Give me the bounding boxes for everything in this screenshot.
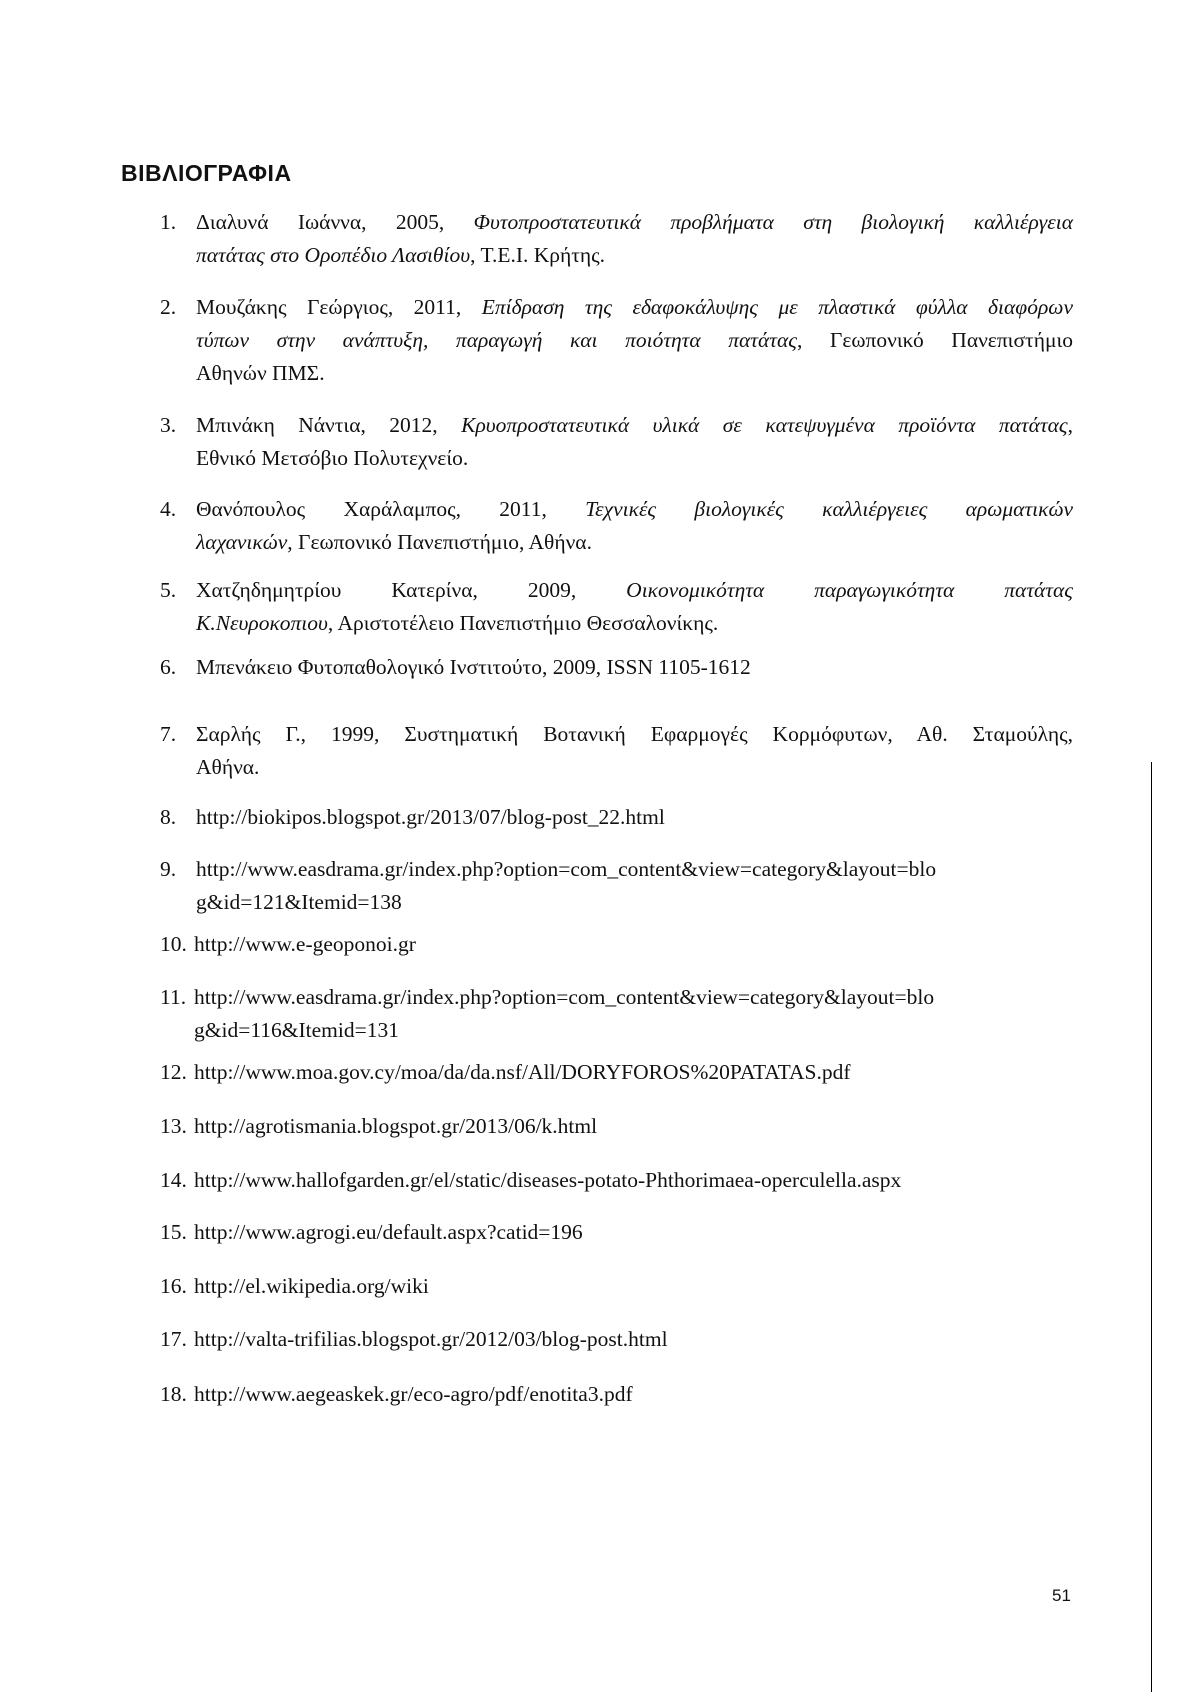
reference-line xyxy=(196,409,1073,442)
reference-item xyxy=(160,493,1073,559)
reference-number: 6. xyxy=(160,655,177,679)
reference-text xyxy=(196,718,1073,784)
reference-segment: Εθνικό Μετσόβιο Πολυτεχνείο. xyxy=(196,446,469,470)
reference-segment: , xyxy=(1067,413,1073,437)
reference-text xyxy=(196,651,1073,684)
reference-line xyxy=(194,1014,1073,1047)
reference-line xyxy=(196,718,1073,751)
reference-segment: Διαλυνά Ιωάννα, 2005, xyxy=(196,210,474,234)
reference-segment: g&id=116&Itemid=131 xyxy=(194,1018,399,1042)
reference-line xyxy=(196,801,1073,834)
reference-segment: http://www.easdrama.gr/index.php?option=com_content&view=category&layout=blo xyxy=(194,985,935,1009)
reference-item xyxy=(160,1164,1073,1197)
reference-segment: Σαρλής Γ., 1999, Συστηματική Βοτανική Εφαρμογές Κορμόφυτων, Αθ. Σταμούλης, xyxy=(196,722,1073,746)
reference-title: Κρυοπροστατευτικά υλικά σε κατεψυγμένα προϊόντα πατάτας xyxy=(461,413,1068,437)
reference-line xyxy=(196,291,1073,324)
reference-segment: Μουζάκης Γεώργιος, 2011, xyxy=(196,295,482,319)
reference-line xyxy=(196,493,1073,526)
reference-text xyxy=(194,1378,1073,1411)
reference-segment: , Τ.Ε.Ι. Κρήτης. xyxy=(470,243,606,267)
reference-title: Φυτοπροστατευτικά προβλήματα στη βιολογική καλλιέργεια xyxy=(473,210,1073,234)
reference-line xyxy=(194,928,1073,961)
reference-segment: http://www.hallofgarden.gr/el/static/diseases-potato-Phthorimaea-operculella.aspx xyxy=(194,1168,902,1192)
reference-segment: http://valta-trifilias.blogspot.gr/2012/03/blog-post.html xyxy=(194,1327,668,1351)
reference-text xyxy=(194,1164,1073,1197)
reference-item xyxy=(160,1270,1073,1303)
reference-segment: Χατζηδημητρίου Κατερίνα, 2009, xyxy=(196,578,627,602)
reference-segment: , Γεωπονικό Πανεπιστήμιο, Αθήνα. xyxy=(287,530,592,554)
reference-number: 14. xyxy=(160,1168,187,1192)
reference-segment: http://biokipos.blogspot.gr/2013/07/blog-post_22.html xyxy=(196,805,665,829)
reference-item xyxy=(160,1216,1073,1249)
reference-text xyxy=(196,801,1073,834)
reference-line xyxy=(196,886,1073,919)
reference-number: 17. xyxy=(160,1327,187,1351)
reference-line xyxy=(196,206,1073,239)
reference-text xyxy=(194,1216,1073,1249)
reference-title: πατάτας στο Οροπέδιο Λασιθίου xyxy=(196,243,471,267)
reference-text xyxy=(194,1056,1073,1089)
reference-title: Τεχνικές βιολογικές καλλιέργειες αρωματικών xyxy=(585,497,1073,521)
reference-item xyxy=(160,291,1073,390)
reference-line xyxy=(196,324,1073,357)
reference-segment: , Αριστοτέλειο Πανεπιστήμιο Θεσσαλονίκης. xyxy=(327,611,719,635)
reference-text xyxy=(196,409,1073,475)
reference-number: 15. xyxy=(160,1220,187,1244)
reference-item xyxy=(160,206,1073,272)
reference-segment: http://agrotismania.blogspot.gr/2013/06/k.html xyxy=(194,1114,598,1138)
reference-number: 8. xyxy=(160,805,177,829)
reference-number: 10. xyxy=(160,932,187,956)
reference-number: 5. xyxy=(160,578,177,602)
reference-line xyxy=(194,1056,1073,1089)
reference-text xyxy=(194,1270,1073,1303)
reference-title: Επίδραση της εδαφοκάλυψης με πλαστικά φύλλα διαφόρων xyxy=(481,295,1073,319)
reference-line xyxy=(194,1323,1073,1356)
reference-segment: http://el.wikipedia.org/wiki xyxy=(194,1274,429,1298)
reference-segment: , Γεωπονικό Πανεπιστήμιο xyxy=(796,328,1074,352)
reference-item xyxy=(160,574,1073,640)
reference-number: 3. xyxy=(160,413,177,437)
page-number: 51 xyxy=(1052,1586,1071,1605)
reference-number: 12. xyxy=(160,1060,187,1084)
reference-number: 7. xyxy=(160,722,177,746)
reference-item xyxy=(160,718,1073,784)
reference-segment: http://www.e-geoponoi.gr xyxy=(194,932,416,956)
reference-segment: Μπενάκειο Φυτοπαθολογικό Ινστιτούτο, 2009, ISSN 1105-1612 xyxy=(196,655,751,679)
reference-number: 11. xyxy=(160,985,187,1009)
reference-segment: http://www.easdrama.gr/index.php?option=com_content&view=category&layout=blo xyxy=(196,857,937,881)
reference-text xyxy=(194,981,1073,1047)
reference-segment: http://www.aegeaskek.gr/eco-agro/pdf/enotita3.pdf xyxy=(194,1382,633,1406)
reference-line xyxy=(194,1216,1073,1249)
reference-segment: g&id=121&Itemid=138 xyxy=(196,890,402,914)
reference-number: 1. xyxy=(160,210,177,234)
reference-number: 13. xyxy=(160,1114,187,1138)
reference-item xyxy=(160,1110,1073,1143)
reference-item xyxy=(160,1056,1073,1089)
reference-line xyxy=(196,651,1073,684)
reference-item xyxy=(160,801,1073,834)
reference-item xyxy=(160,409,1073,475)
reference-line xyxy=(196,751,1073,784)
reference-item xyxy=(160,981,1073,1047)
reference-line xyxy=(196,442,1073,475)
reference-number: 4. xyxy=(160,497,177,521)
reference-item xyxy=(160,651,1073,684)
reference-title: Κ.Νευροκοπιου xyxy=(196,611,328,635)
reference-number: 16. xyxy=(160,1274,187,1298)
reference-text xyxy=(194,1323,1073,1356)
reference-segment: http://www.agrogi.eu/default.aspx?catid=196 xyxy=(194,1220,583,1244)
reference-number: 9. xyxy=(160,857,177,881)
reference-line xyxy=(194,1378,1073,1411)
reference-segment: Μπινάκη Νάντια, 2012, xyxy=(196,413,462,437)
reference-item xyxy=(160,1378,1073,1411)
reference-text xyxy=(194,1110,1073,1143)
reference-number: 2. xyxy=(160,295,177,319)
reference-line xyxy=(196,357,1073,390)
margin-rule xyxy=(1151,762,1152,1692)
reference-text xyxy=(196,853,1073,919)
reference-text xyxy=(196,574,1073,640)
reference-line xyxy=(196,239,1073,272)
reference-line xyxy=(196,607,1073,640)
reference-segment: Αθηνών ΠΜΣ. xyxy=(196,361,325,385)
reference-line xyxy=(194,1164,1073,1197)
reference-segment: Θανόπουλος Χαράλαμπος, 2011, xyxy=(196,497,586,521)
reference-item xyxy=(160,1323,1073,1356)
reference-item xyxy=(160,928,1073,961)
reference-text xyxy=(194,928,1073,961)
reference-segment: Αθήνα. xyxy=(196,755,260,779)
reference-title: τύπων στην ανάπτυξη, παραγωγή και ποιότητα πατάτας xyxy=(196,328,797,352)
reference-number: 18. xyxy=(160,1382,187,1406)
reference-line xyxy=(196,574,1073,607)
reference-line xyxy=(194,981,1073,1014)
page-title: ΒΙΒΛΙΟΓΡΑΦΙΑ xyxy=(121,160,292,186)
reference-title: Οικονομικότητα παραγωγικότητα πατάτας xyxy=(626,578,1074,602)
reference-line xyxy=(196,526,1073,559)
reference-item xyxy=(160,853,1073,919)
reference-title: λαχανικών xyxy=(196,530,288,554)
reference-text xyxy=(196,206,1073,272)
reference-segment: http://www.moa.gov.cy/moa/da/da.nsf/All/DORYFOROS%20PATATAS.pdf xyxy=(194,1060,851,1084)
reference-line xyxy=(196,853,1073,886)
reference-text xyxy=(196,291,1073,390)
reference-text xyxy=(196,493,1073,559)
reference-line xyxy=(194,1110,1073,1143)
reference-line xyxy=(194,1270,1073,1303)
